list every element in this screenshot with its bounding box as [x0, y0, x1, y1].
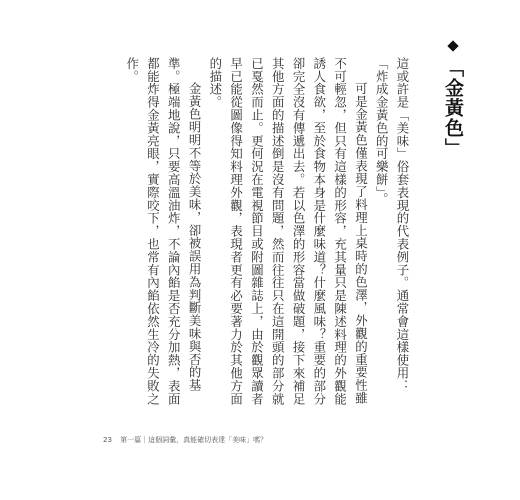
paragraph-2: 可是金黃色僅表現了料理上桌時的色澤，外觀的重要性雖不可輕忽，但只有這樣的形容，充其量只是陳述料理的外觀能誘人食欲，至於食物本身是什麼味道？什麼風味？重要的部分卻完全沒有傳遞出去。若以色澤的形容當做破題，接下來補足其他方面的描述倒是沒有問題，然而往往只在這開頭的部分就已戛然而止。更何況在電視節目或附圖雜誌上，由於觀眾讀者早已能從圖像得知料理外觀，表現者更有必要著力於其他方面的描述。 [207, 57, 369, 406]
section-heading [440, 40, 466, 158]
page-footer [103, 435, 443, 445]
body-text [124, 57, 412, 413]
paragraph-3: 金黃色明明不等於美味，卻被誤用為判斷美味與否的基準。極端地說，只要高溫油炸，不論內餡是否充分加熱，表面都能炸得金黃亮眼，實際咬下，也常有內餡依然生冷的失敗之作。 [124, 57, 203, 406]
heading-text: 「金黃色」 [442, 58, 464, 158]
paragraph-1: 這或許是「美味」俗套表現的代表例子。通常會這樣使用：「炸成金黃色的可樂餅」。 [374, 57, 410, 393]
diamond-bullet-icon [447, 40, 458, 51]
running-title: 第一篇｜這個詞彙，真能確切表達「美味」嗎？ [120, 436, 268, 444]
page-number: 23 [103, 436, 112, 444]
